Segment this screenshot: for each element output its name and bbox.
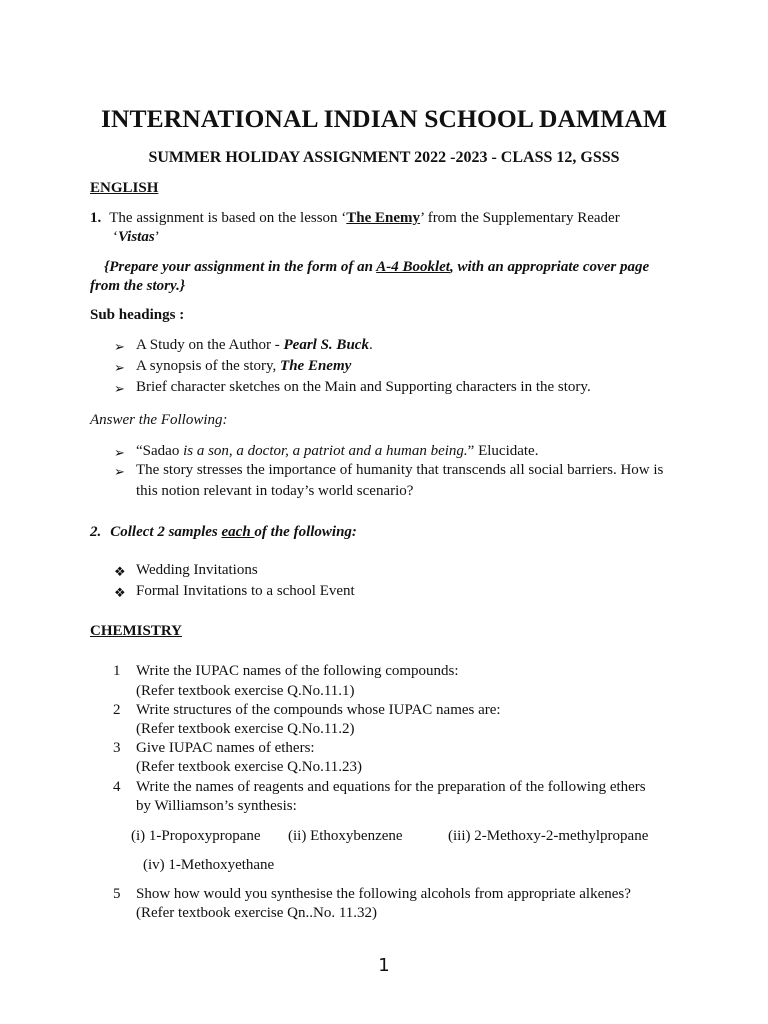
ether-item: (i) 1-Propoxypropane — [131, 828, 261, 844]
q1-text-b: ’ from the Supplementary Reader — [420, 210, 620, 226]
q1-number: 1. — [90, 210, 102, 226]
chem-item-text: Show how would you synthesise the following alcohols from appropriate alkenes? — [136, 886, 631, 902]
subheading-item — [136, 337, 373, 354]
sample-item: Formal Invitations to a school Event — [136, 583, 355, 599]
instruction-part-a: {Prepare your assignment in the form of an — [104, 259, 377, 275]
chem-item-number: 1 — [113, 663, 121, 679]
ether-item: (ii) Ethoxybenzene — [288, 828, 403, 844]
arrow-bullet-icon: ➢ — [114, 445, 125, 460]
diamond-bullet-icon: ❖ — [114, 585, 126, 600]
answer-open: “Sadao — [136, 443, 184, 459]
subheading-text: A synopsis of the story, — [136, 358, 281, 374]
answer-item — [136, 443, 538, 460]
subheading-emphasis: The Enemy — [280, 358, 352, 374]
english-heading: ENGLISH — [90, 180, 159, 196]
english-q2 — [90, 524, 357, 541]
arrow-bullet-icon: ➢ — [114, 464, 125, 479]
page-number: 1 — [378, 955, 390, 976]
chem-item-text: Give IUPAC names of ethers: — [136, 740, 315, 756]
chem-item-number: 3 — [113, 740, 121, 756]
answer-quote: is a son, a doctor, a patriot and a human being. — [183, 443, 468, 459]
subheading-emphasis: Pearl S. Buck — [283, 337, 369, 353]
q1-open-quote: ‘ — [113, 229, 118, 245]
instruction-booklet: A-4 Booklet — [376, 259, 450, 275]
arrow-bullet-icon: ➢ — [114, 360, 125, 375]
q2-part-a: Collect 2 samples — [110, 524, 222, 540]
answer-label: Answer the Following: — [90, 412, 228, 428]
subheading-item: Brief character sketches on the Main and Supporting characters in the story. — [136, 379, 591, 395]
q1-close-quote: ’ — [154, 229, 160, 245]
chem-item-ref: (Refer textbook exercise Q.No.11.2) — [136, 721, 355, 737]
assignment-title: SUMMER HOLIDAY ASSIGNMENT 2022 -2023 - CLASS 12, GSSS — [148, 149, 620, 166]
arrow-bullet-icon: ➢ — [114, 381, 125, 396]
answer-close: ” Elucidate. — [467, 443, 539, 459]
q1-lesson: The Enemy — [346, 210, 421, 226]
ether-item: (iv) 1-Methoxyethane — [143, 857, 275, 873]
english-q1 — [90, 210, 620, 227]
arrow-bullet-icon: ➢ — [114, 339, 125, 354]
q2-each: each — [221, 524, 255, 540]
subheadings-label: Sub headings : — [90, 307, 185, 323]
chem-item-text: Write structures of the compounds whose IUPAC names are: — [136, 702, 501, 718]
chem-item-ref: (Refer textbook exercise Qn..No. 11.32) — [136, 905, 378, 921]
ether-item: (iii) 2-Methoxy-2-methylpropane — [448, 828, 649, 844]
chem-item-number: 4 — [113, 779, 121, 795]
chemistry-heading: CHEMISTRY — [90, 623, 182, 639]
instruction-part-b: , with an appropriate cover page — [449, 259, 650, 275]
subheading-text: A Study on the Author - — [136, 337, 284, 353]
chem-item-text: Write the names of reagents and equations for the preparation of the following ethers — [136, 779, 646, 795]
chem-item-ref: by Williamson’s synthesis: — [136, 798, 297, 814]
chem-item-ref: (Refer textbook exercise Q.No.11.1) — [136, 683, 355, 699]
diamond-bullet-icon: ❖ — [114, 564, 126, 579]
q2-number: 2. — [90, 524, 102, 540]
subheading-item — [136, 358, 351, 375]
english-instruction-line2: from the story.} — [90, 278, 186, 294]
school-title: INTERNATIONAL INDIAN SCHOOL DAMMAM — [100, 104, 668, 133]
subheading-suffix: . — [368, 337, 373, 353]
q2-part-b: of the following: — [254, 524, 357, 540]
q1-text-a: The assignment is based on the lesson ‘ — [109, 210, 347, 226]
chem-item-text: Write the IUPAC names of the following compounds: — [136, 663, 459, 679]
answer-item: The story stresses the importance of humanity that transcends all social barriers. How is — [136, 462, 664, 478]
chem-item-number: 2 — [113, 702, 121, 718]
english-instruction — [104, 259, 649, 276]
answer-item-line2: this notion relevant in today’s world scenario? — [136, 483, 414, 499]
sample-item: Wedding Invitations — [136, 562, 258, 578]
q1-reader: Vistas — [118, 229, 155, 245]
chem-item-number: 5 — [113, 886, 121, 902]
english-q1-line2 — [113, 229, 160, 246]
chem-item-ref: (Refer textbook exercise Q.No.11.23) — [136, 759, 363, 775]
